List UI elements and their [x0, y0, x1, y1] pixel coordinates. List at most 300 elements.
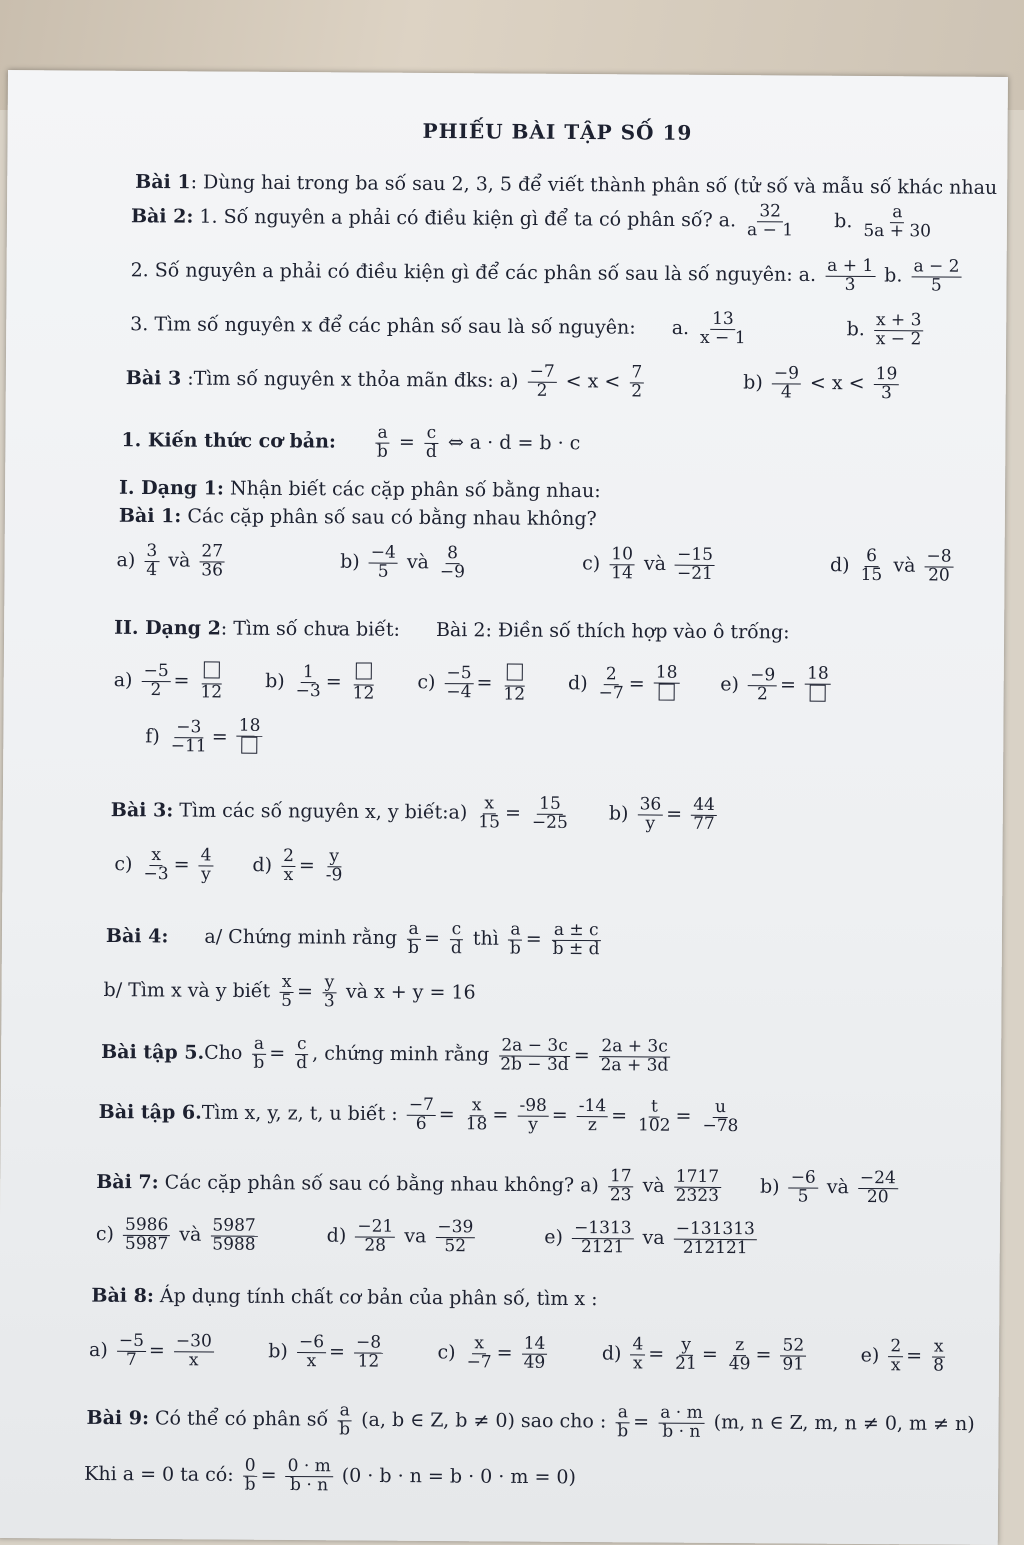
- text-fragment: =: [269, 1042, 286, 1065]
- text-fragment: y: [679, 1337, 693, 1356]
- text-fragment: 17: [608, 1168, 634, 1187]
- text-fragment: y: [323, 974, 337, 993]
- text-fragment: , chứng minh rằng: [312, 1042, 490, 1066]
- text-fragment: b: [617, 1421, 629, 1442]
- text-fragment: −7: [466, 1352, 492, 1373]
- text-fragment: d: [296, 1052, 308, 1073]
- text-fragment: d): [601, 1342, 622, 1365]
- text-fragment: -9: [325, 865, 343, 886]
- text-fragment: 15: [478, 812, 501, 833]
- text-fragment: −21: [355, 1218, 395, 1237]
- text-fragment: 2: [281, 848, 296, 867]
- text-fragment: a − 1: [747, 220, 794, 241]
- fraction: [654, 662, 680, 706]
- text-fragment: 20: [928, 565, 950, 586]
- text-fragment: −3: [143, 863, 169, 884]
- fraction: [407, 1094, 436, 1134]
- dang2-items: [114, 661, 834, 707]
- fraction: [874, 366, 900, 403]
- fraction: [577, 1098, 609, 1135]
- fraction: [630, 1336, 645, 1373]
- text-fragment: 1. Kiến thức cơ bản:: [121, 429, 337, 453]
- dang1-a: [116, 540, 228, 581]
- text-fragment: 19: [874, 366, 900, 385]
- fraction: [354, 1334, 383, 1371]
- text-fragment: 49: [523, 1352, 546, 1373]
- text-fragment: 5987: [124, 1233, 169, 1254]
- text-fragment: 12: [352, 683, 375, 704]
- text-fragment: 2a + 3c: [599, 1038, 669, 1057]
- text-fragment: ⇔ a · d = b · c: [447, 431, 581, 455]
- text-fragment: Bài 2: Điền số thích hợp vào ô trống:: [435, 619, 790, 644]
- text-fragment: −5: [444, 665, 473, 684]
- text-fragment: 2: [631, 381, 643, 402]
- text-fragment: 27: [199, 543, 225, 562]
- text-fragment: =: [611, 1104, 628, 1127]
- bai4-b: [103, 973, 475, 1012]
- text-fragment: và: [179, 1223, 202, 1246]
- top-bai2-2: [130, 253, 964, 296]
- bai5: [101, 1035, 674, 1076]
- text-fragment: =: [476, 671, 493, 694]
- text-fragment: 3: [880, 382, 892, 404]
- fraction: [117, 1330, 146, 1370]
- text-fragment: d: [450, 937, 462, 959]
- text-fragment: b · n: [290, 1474, 329, 1496]
- fraction: [438, 545, 467, 582]
- fraction: [825, 255, 875, 295]
- text-fragment: −9: [748, 667, 777, 686]
- text-fragment: −5: [117, 1333, 146, 1352]
- text-fragment: và: [642, 1174, 665, 1197]
- text-fragment: 5: [797, 1186, 809, 1207]
- text-fragment: =: [525, 927, 542, 951]
- dang1-b: [340, 544, 470, 582]
- text-fragment: 2: [604, 666, 619, 685]
- text-fragment: d): [326, 1224, 347, 1247]
- text-fragment: -98: [517, 1098, 549, 1117]
- text-fragment: b: [376, 441, 388, 462]
- text-fragment: Bài tập 6.: [98, 1101, 202, 1124]
- fraction: [237, 715, 263, 759]
- text-fragment: =: [755, 1343, 772, 1366]
- text-fragment: Cho: [204, 1041, 243, 1065]
- text-fragment: −39: [435, 1219, 475, 1238]
- fraction: [169, 719, 209, 756]
- fraction: [745, 203, 795, 240]
- fraction: [465, 1335, 494, 1372]
- fraction: [294, 664, 323, 701]
- text-fragment: −131313: [674, 1221, 757, 1240]
- text-fragment: b: [244, 1474, 256, 1495]
- fraction: [322, 974, 337, 1011]
- text-fragment: d: [425, 441, 437, 462]
- fraction: [609, 546, 635, 583]
- fraction: [911, 258, 961, 295]
- fraction: [324, 848, 345, 885]
- text-fragment: Bài 2:: [130, 205, 194, 228]
- text-fragment: Bài 7:: [96, 1170, 159, 1194]
- text-fragment: 5987: [210, 1217, 257, 1236]
- worksheet-paper: [0, 70, 1008, 1545]
- text-fragment: y: [201, 864, 211, 885]
- text-fragment: =: [648, 1342, 665, 1365]
- text-fragment: −4: [369, 545, 398, 564]
- text-fragment: =: [423, 927, 441, 950]
- text-fragment: a: [375, 425, 389, 444]
- text-fragment: −25: [531, 812, 568, 833]
- text-fragment: Tìm x, y, z, t, u biết :: [201, 1101, 398, 1126]
- fraction: [476, 795, 502, 832]
- kien-thuc-co-ban: [121, 423, 580, 463]
- text-fragment: −9: [439, 561, 466, 583]
- text-fragment: b): [340, 550, 360, 573]
- text-fragment: 12: [503, 684, 526, 705]
- bai6: [99, 1095, 744, 1136]
- text-fragment: =: [298, 854, 315, 877]
- fraction: [174, 1333, 214, 1370]
- text-fragment: −7: [528, 364, 557, 383]
- text-fragment: −24: [858, 1170, 898, 1189]
- text-fragment: Khi a = 0 ta có:: [84, 1462, 234, 1486]
- fraction: [658, 1402, 705, 1442]
- text-fragment: (0 · b · n = b · 0 · m = 0): [341, 1464, 577, 1489]
- text-fragment: =: [906, 1344, 923, 1367]
- fraction: [285, 1455, 332, 1496]
- text-fragment: 2: [757, 684, 768, 705]
- text-fragment: Bài tập 5.: [101, 1041, 205, 1064]
- blank-box: [506, 663, 522, 680]
- fraction: [498, 1037, 571, 1074]
- dang1-items: [116, 540, 956, 586]
- text-fragment: −21: [676, 563, 713, 584]
- fraction: [674, 1166, 722, 1206]
- text-fragment: e): [544, 1226, 564, 1249]
- fraction: [337, 1402, 352, 1439]
- text-fragment: 6: [864, 548, 879, 567]
- text-fragment: 18: [237, 718, 263, 737]
- text-fragment: c): [95, 1222, 115, 1246]
- fraction: [859, 548, 885, 585]
- text-fragment: b): [608, 802, 629, 825]
- text-fragment: 3: [844, 274, 856, 295]
- text-fragment: −7: [598, 682, 624, 704]
- fraction: [369, 542, 398, 582]
- bai8: [91, 1284, 598, 1311]
- text-fragment: 18: [654, 665, 680, 684]
- text-fragment: b: [339, 1419, 351, 1440]
- text-fragment: 1. Số nguyên a phải có điều kiện gì để ta có phân số? a.: [193, 205, 737, 232]
- text-fragment: 2: [150, 679, 162, 700]
- text-fragment: x: [470, 1097, 484, 1116]
- text-fragment: và x + y = 16: [345, 980, 476, 1004]
- text-fragment: a: [406, 921, 420, 940]
- text-fragment: x: [890, 1355, 901, 1376]
- text-fragment: 18: [465, 1114, 488, 1135]
- text-fragment: (a, b ∈ Z, b ≠ 0): [361, 1408, 515, 1432]
- fraction: [198, 661, 224, 702]
- text-fragment: b): [759, 1175, 780, 1198]
- text-fragment: −78: [702, 1115, 739, 1136]
- text-fragment: : Tìm số chưa biết:: [220, 617, 401, 641]
- text-fragment: −30: [174, 1333, 214, 1352]
- text-fragment: x: [482, 795, 496, 814]
- text-fragment: =: [438, 1103, 455, 1126]
- text-fragment: 8: [445, 545, 460, 564]
- fraction: [501, 663, 527, 704]
- fraction: [355, 1218, 395, 1255]
- text-fragment: I. Dạng 1:: [119, 476, 225, 500]
- fraction: [464, 1097, 490, 1134]
- text-fragment: t: [649, 1099, 660, 1118]
- fraction: [772, 365, 801, 402]
- text-fragment: c): [582, 552, 601, 575]
- text-fragment: và: [893, 554, 916, 577]
- fraction: [931, 1338, 946, 1375]
- text-fragment: va: [642, 1226, 665, 1249]
- text-fragment: b): [268, 1340, 288, 1363]
- fraction: [294, 1036, 309, 1073]
- text-fragment: 2323: [675, 1185, 719, 1206]
- text-fragment: =: [173, 669, 190, 692]
- text-fragment: =: [701, 1343, 718, 1366]
- text-fragment: x: [283, 864, 294, 885]
- fraction: [141, 660, 170, 700]
- text-fragment: Bài 3: [125, 367, 182, 390]
- text-fragment: 7: [125, 1349, 137, 1370]
- text-fragment: Tìm các số nguyên x, y biết:a): [173, 799, 468, 824]
- text-fragment: a/ Chứng minh rằng: [204, 925, 398, 950]
- text-fragment: : Dùng hai trong ba số sau 2, 3, 5 để viết thành phân số (tử số và mẫu số khác nhau: [190, 171, 998, 199]
- text-fragment: 5: [930, 275, 942, 296]
- fraction: [698, 308, 748, 348]
- text-fragment: và: [406, 551, 429, 574]
- text-fragment: 52: [444, 1235, 467, 1257]
- text-fragment: z: [587, 1114, 597, 1135]
- text-fragment: (m, n ∈ Z, m, n ≠ 0, m ≠ n): [713, 1411, 975, 1436]
- fraction: [144, 540, 159, 580]
- text-fragment: sao cho :: [520, 1409, 607, 1433]
- bai9: [86, 1401, 974, 1444]
- fraction: [748, 667, 777, 704]
- text-fragment: x: [932, 1338, 946, 1357]
- text-fragment: =: [328, 1340, 345, 1363]
- text-fragment: −3: [174, 719, 203, 738]
- dang2-f: [145, 717, 265, 759]
- text-fragment: Bài 9:: [86, 1406, 150, 1430]
- fraction: [637, 796, 663, 833]
- text-fragment: 18: [805, 666, 831, 685]
- text-fragment: 49: [728, 1353, 751, 1375]
- text-fragment: a + 1: [825, 258, 875, 277]
- text-fragment: −6: [789, 1169, 818, 1188]
- text-fragment: 3: [323, 991, 335, 1012]
- text-fragment: =: [496, 1341, 513, 1364]
- text-fragment: b): [743, 371, 763, 394]
- text-fragment: b): [265, 670, 285, 693]
- text-fragment: 5a + 30: [863, 220, 932, 242]
- text-fragment: u: [713, 1099, 728, 1118]
- text-fragment: d): [568, 672, 588, 695]
- blank-box: [203, 661, 219, 678]
- fraction: [123, 1214, 171, 1254]
- text-fragment: c): [417, 671, 436, 694]
- fraction: [508, 919, 523, 959]
- text-fragment: thì: [472, 927, 499, 950]
- text-fragment: =: [573, 1044, 590, 1067]
- text-fragment: y: [528, 1114, 538, 1135]
- text-fragment: c): [114, 853, 133, 876]
- fraction: [858, 1167, 898, 1208]
- text-fragment: e): [720, 673, 740, 696]
- text-fragment: 2: [536, 380, 548, 401]
- blank-box: [241, 736, 257, 753]
- text-fragment: x: [306, 1350, 317, 1372]
- text-fragment: d): [252, 854, 273, 877]
- text-fragment: 8: [933, 1355, 945, 1376]
- text-fragment: a): [499, 369, 519, 392]
- fraction: [675, 544, 715, 584]
- text-fragment: 15: [537, 796, 563, 815]
- text-fragment: x − 1: [700, 327, 746, 348]
- top-bai2-3: [130, 307, 926, 349]
- text-fragment: a: [890, 204, 904, 223]
- text-fragment: x: [149, 847, 163, 866]
- text-fragment: =: [173, 853, 190, 876]
- dang1-heading: [119, 476, 601, 503]
- text-fragment: 5: [281, 990, 293, 1011]
- text-fragment: và: [168, 549, 191, 572]
- text-fragment: Bài 4:: [105, 925, 169, 948]
- text-fragment: 23: [609, 1185, 632, 1206]
- top-bai2: [131, 199, 936, 241]
- text-fragment: x: [472, 1335, 486, 1354]
- fraction: [615, 1404, 630, 1441]
- top-bai3: [126, 361, 903, 403]
- fraction: [629, 364, 644, 401]
- fraction: [599, 1038, 671, 1075]
- fraction: [780, 1337, 806, 1374]
- text-fragment: 12: [357, 1351, 380, 1372]
- fraction: [406, 918, 421, 958]
- text-fragment: 2a − 3c: [499, 1037, 569, 1056]
- text-fragment: x: [280, 974, 294, 993]
- text-fragment: 5: [377, 561, 389, 582]
- text-fragment: −8: [354, 1334, 383, 1353]
- text-fragment: z: [733, 1337, 746, 1356]
- bai3-cd: [114, 847, 347, 885]
- fraction: [210, 1217, 258, 1254]
- fraction: [674, 1218, 757, 1259]
- text-fragment: a · m: [658, 1405, 705, 1424]
- text-fragment: −7: [407, 1097, 436, 1116]
- text-fragment: a: [338, 1402, 352, 1421]
- text-fragment: d): [829, 554, 850, 577]
- fraction: [522, 1333, 548, 1373]
- text-fragment: 4: [780, 382, 792, 403]
- text-fragment: =: [211, 725, 228, 748]
- text-fragment: −9: [772, 365, 801, 384]
- text-fragment: b.: [834, 210, 853, 233]
- text-fragment: 2. Số nguyên a phải có điều kiện gì để các phân số sau là số nguyên: a.: [130, 259, 817, 286]
- fraction: [199, 543, 225, 580]
- bai3: [111, 793, 720, 834]
- text-fragment: c: [425, 425, 439, 444]
- text-fragment: Bài 1: [135, 170, 191, 194]
- text-fragment: 2a + 3d: [600, 1055, 669, 1076]
- fraction: [198, 847, 213, 884]
- fraction: [527, 361, 556, 401]
- text-fragment: −3: [295, 680, 321, 702]
- dang1-bai1: [118, 504, 597, 531]
- text-fragment: 3. Tìm số nguyên x để các phân số sau là số nguyên:: [130, 313, 636, 339]
- text-fragment: a: [508, 922, 522, 941]
- text-fragment: 2: [888, 1338, 903, 1357]
- text-fragment: −15: [675, 547, 715, 566]
- text-fragment: Bài 8:: [91, 1284, 154, 1308]
- text-fragment: 91: [782, 1354, 805, 1375]
- text-fragment: a: [252, 1036, 266, 1055]
- fraction: [251, 1033, 266, 1073]
- text-fragment: :Tìm số nguyên x thỏa mãn đks:: [181, 367, 494, 392]
- bai8-items: [88, 1330, 949, 1376]
- fraction: [924, 548, 953, 585]
- text-fragment: 28: [364, 1235, 387, 1256]
- text-fragment: Bài 1:: [118, 504, 182, 528]
- text-fragment: 4: [146, 559, 158, 580]
- fraction: [517, 1095, 549, 1135]
- page-title: PHIẾU BÀI TẬP SỐ 19: [422, 118, 693, 145]
- fraction: [597, 666, 626, 703]
- dang1-c: [582, 546, 718, 584]
- text-fragment: 212121: [682, 1237, 748, 1259]
- text-fragment: c): [437, 1341, 456, 1364]
- fraction: [727, 1337, 753, 1374]
- text-fragment: −6: [297, 1334, 326, 1353]
- text-fragment: 7: [629, 364, 644, 383]
- text-fragment: a.: [671, 316, 690, 340]
- top-bai1: [135, 170, 998, 199]
- text-fragment: x: [632, 1353, 643, 1374]
- text-fragment: c: [295, 1036, 309, 1055]
- fraction: [572, 1217, 634, 1258]
- text-fragment: 12: [200, 682, 223, 703]
- text-fragment: 6: [415, 1113, 427, 1134]
- text-fragment: 32: [757, 203, 783, 222]
- text-fragment: 77: [693, 813, 715, 834]
- text-fragment: e): [860, 1344, 880, 1367]
- text-fragment: b.: [846, 318, 865, 341]
- text-fragment: 36: [638, 796, 664, 815]
- fraction: [888, 1338, 903, 1375]
- text-fragment: b.: [884, 264, 903, 287]
- fraction: [636, 1098, 673, 1135]
- fraction: [449, 921, 464, 958]
- fraction: [424, 422, 439, 462]
- text-fragment: Bài 3:: [110, 799, 174, 822]
- text-fragment: −5: [142, 663, 171, 682]
- text-fragment: và: [826, 1176, 849, 1199]
- text-fragment: 52: [780, 1337, 806, 1356]
- fraction: [351, 662, 377, 703]
- text-fragment: =: [325, 670, 342, 693]
- text-fragment: 1717: [674, 1169, 721, 1188]
- text-fragment: y: [327, 848, 341, 867]
- text-fragment: -14: [577, 1098, 609, 1117]
- text-fragment: b · n: [662, 1421, 701, 1442]
- text-fragment: x − 2: [875, 328, 922, 350]
- text-fragment: x: [188, 1350, 199, 1371]
